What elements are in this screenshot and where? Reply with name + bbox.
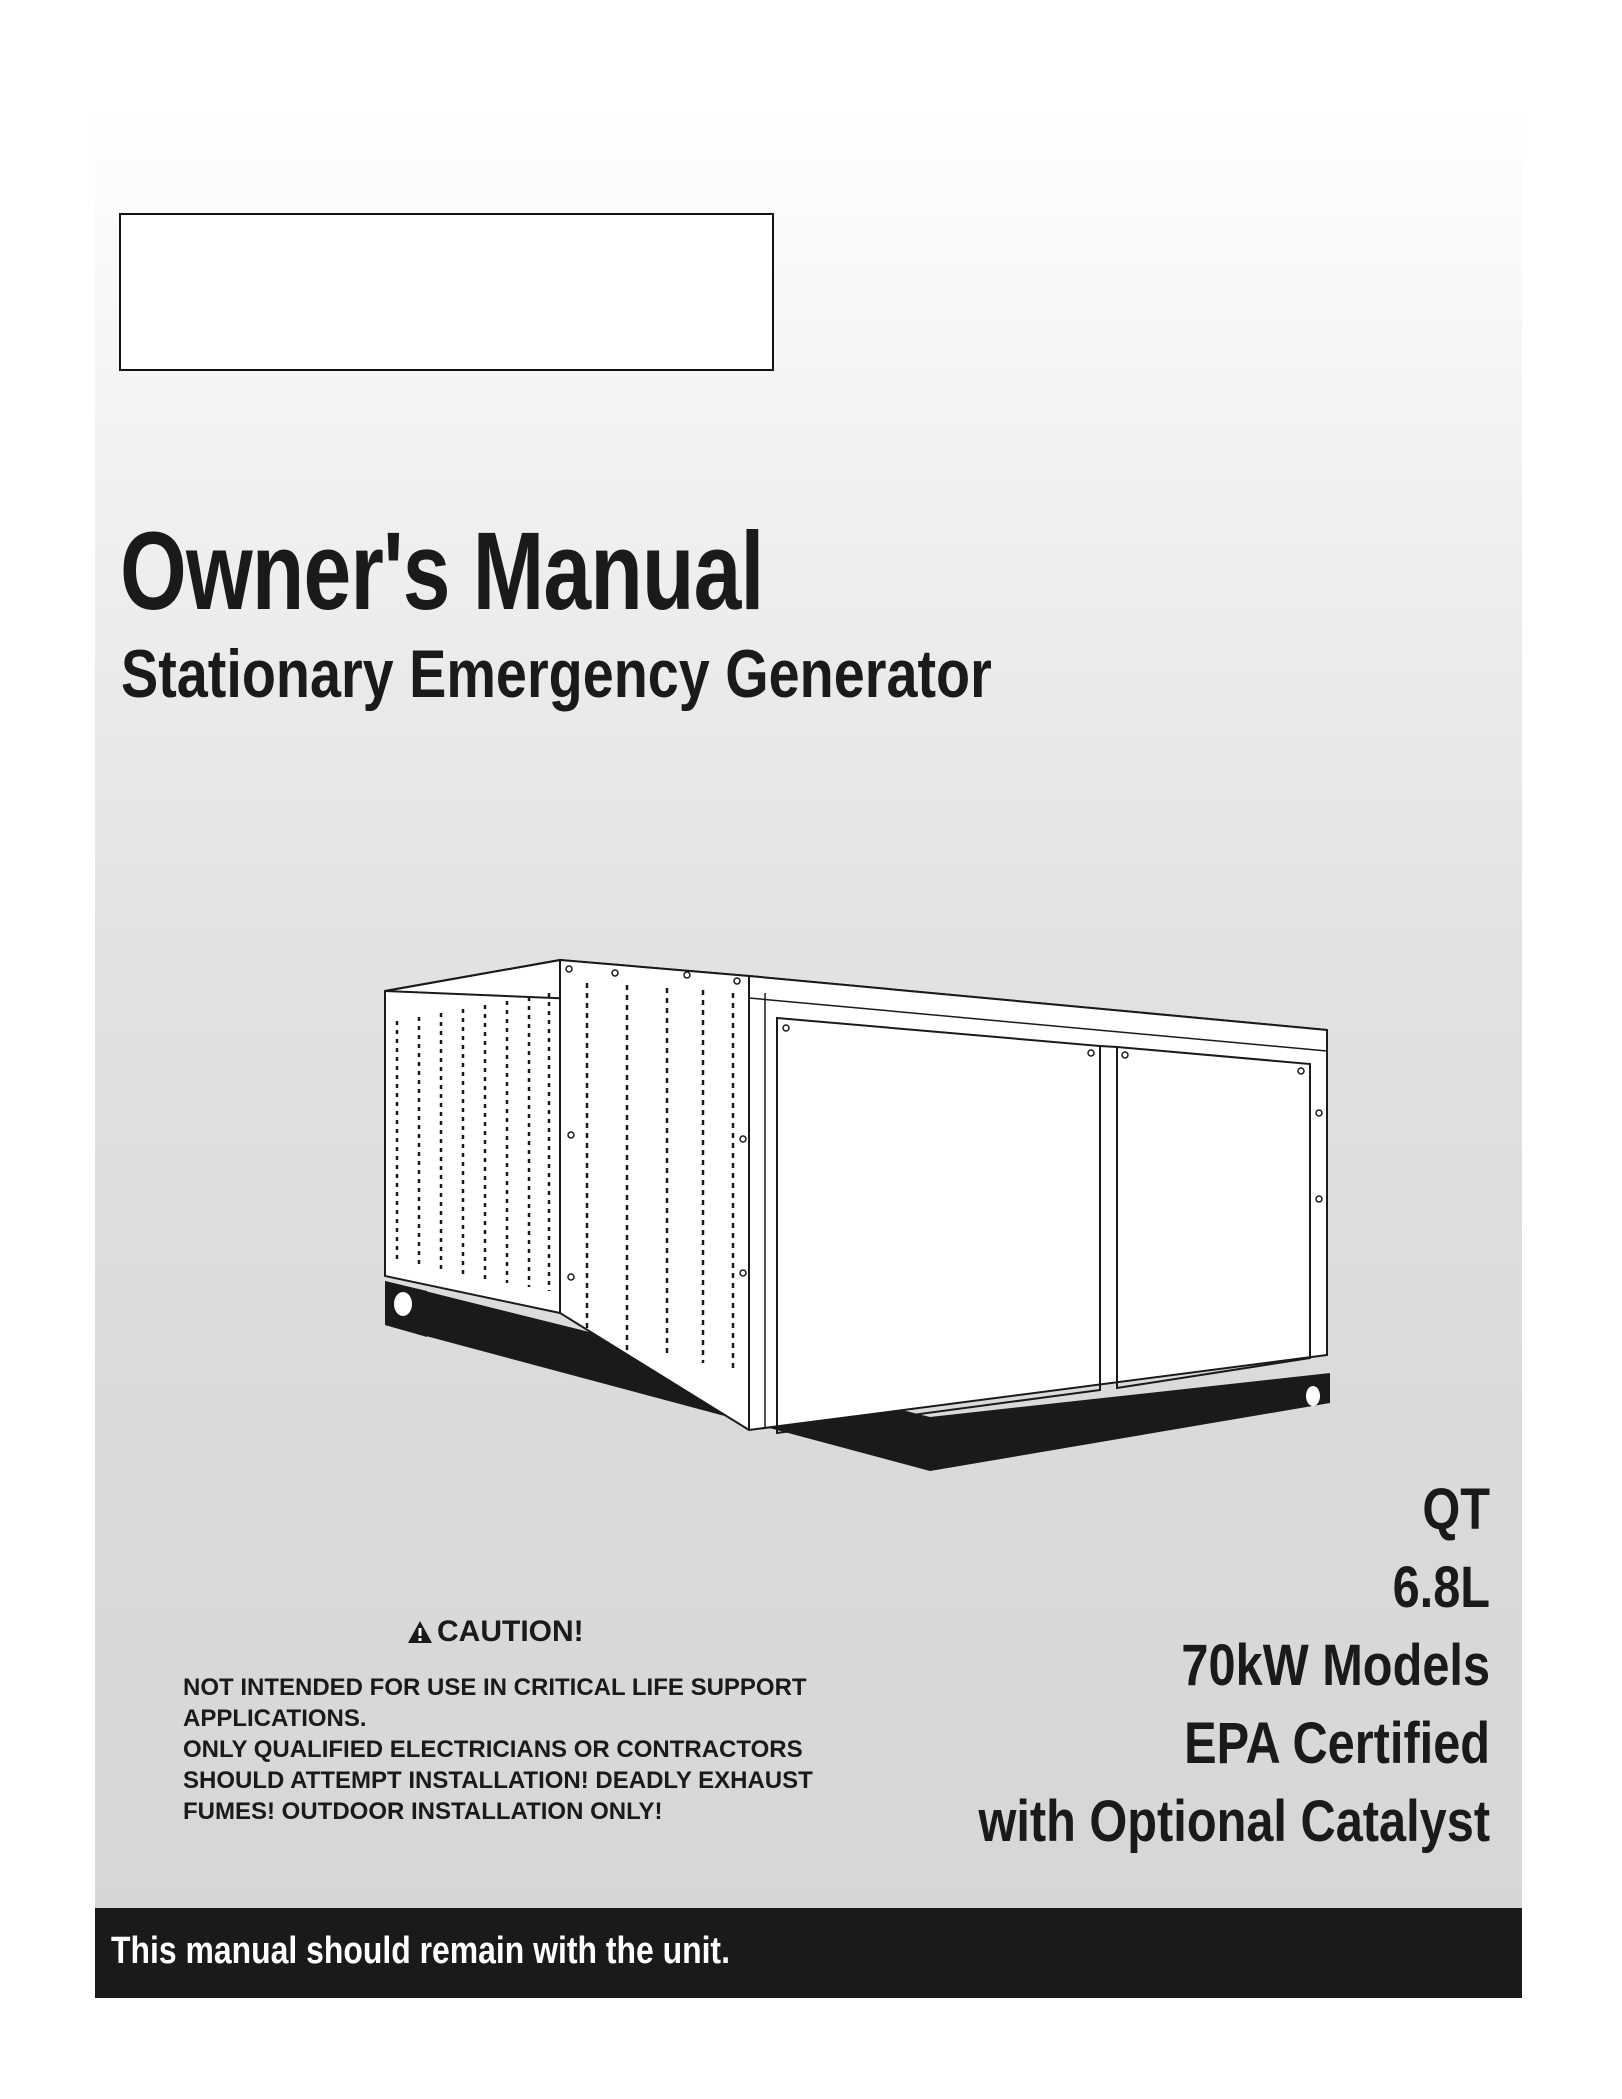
- caution-line: ONLY QUALIFIED ELECTRICIANS OR CONTRACTORS SHOULD ATTEMPT INSTALLATION! DEADLY EXHAUST FUMES! OUTDOOR INSTALLATION ONLY!: [183, 1736, 813, 1825]
- footer-bar: [95, 1908, 1522, 1998]
- caution-label: CAUTION!: [437, 1615, 584, 1648]
- page-subtitle: Stationary Emergency Generator: [121, 636, 992, 712]
- generator-icon: [365, 843, 1355, 1543]
- model-list: [881, 1471, 1490, 1861]
- page-title: Owner's Manual: [120, 510, 764, 633]
- footer-text: This manual should remain with the unit.: [111, 1930, 730, 1972]
- model-line: 70kW Models: [1181, 1633, 1490, 1698]
- model-line: EPA Certified: [1184, 1711, 1490, 1776]
- model-line: QT: [1422, 1477, 1490, 1542]
- model-line: 6.8L: [1392, 1555, 1490, 1620]
- model-line: with Optional Catalyst: [978, 1789, 1490, 1854]
- caution-heading: [407, 1615, 584, 1649]
- generator-illustration: [365, 843, 1355, 1548]
- caution-line: NOT INTENDED FOR USE IN CRITICAL LIFE SUPPORT APPLICATIONS.: [183, 1674, 807, 1732]
- caution-text: [183, 1672, 903, 1827]
- cover-page: [95, 105, 1522, 1998]
- warning-triangle-icon: [407, 1620, 433, 1644]
- label-box: [119, 213, 774, 371]
